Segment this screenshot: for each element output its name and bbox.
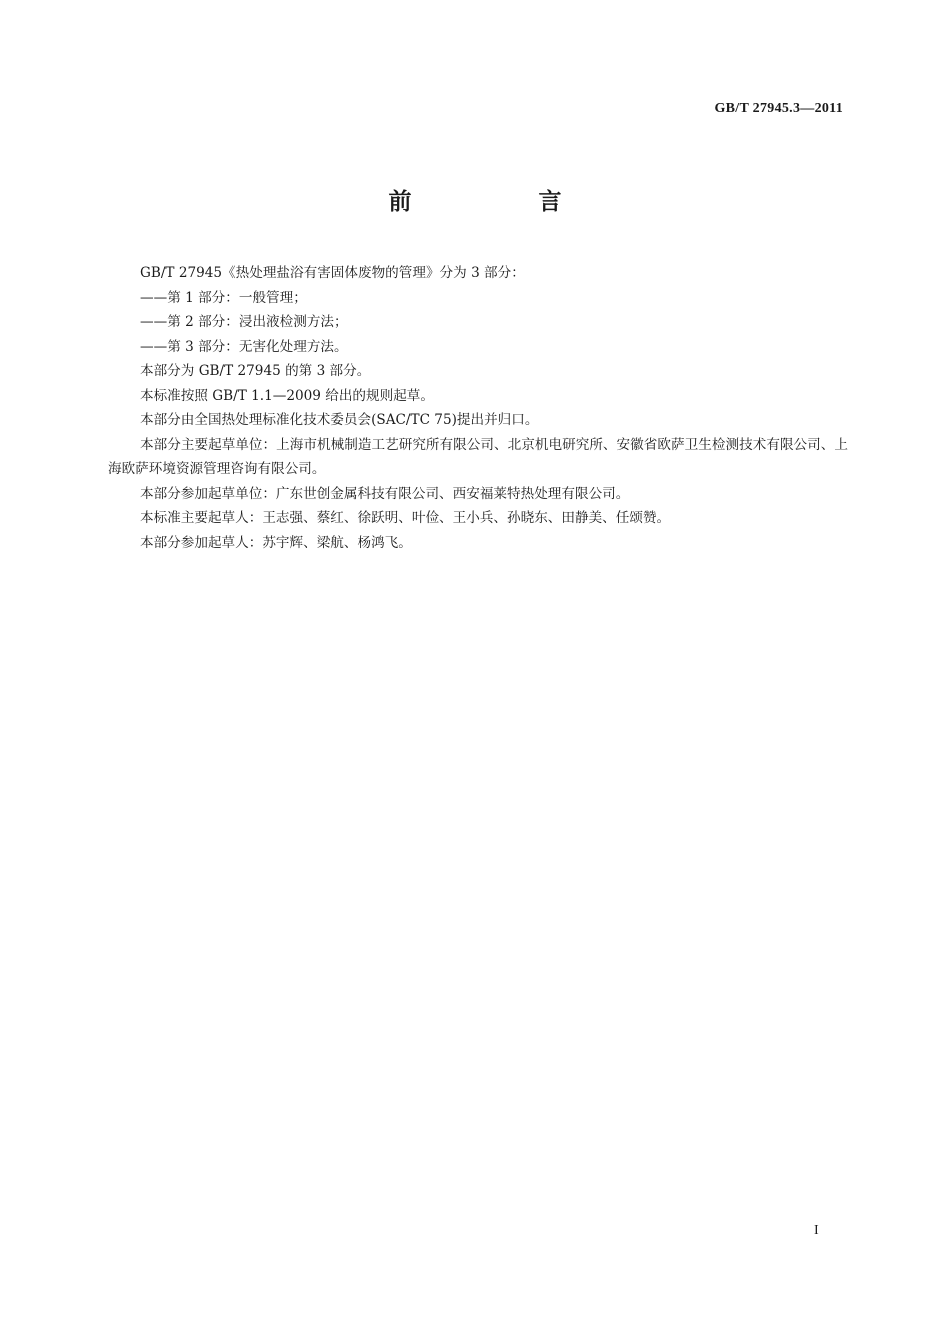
paragraph-main-drafters: 本标准主要起草人：王志强、蔡红、徐跃明、叶俭、王小兵、孙晓东、田静美、任颂赞。 — [140, 510, 671, 526]
standard-code: GB/T 27945.3—2011 — [714, 101, 843, 116]
paragraph-intro: GB/T 27945《热处理盐浴有害固体废物的管理》分为 3 部分： — [140, 265, 525, 281]
paragraph-drafting-rules: 本标准按照 GB/T 1.1—2009 给出的规则起草。 — [140, 387, 434, 404]
page-number: I — [814, 1223, 819, 1238]
list-item-part-1: ——第 1 部分：一般管理； — [140, 289, 307, 306]
list-item-part-2: ——第 2 部分：浸出液检测方法； — [140, 314, 348, 330]
paragraph-committee: 本部分由全国热处理标准化技术委员会(SAC/TC 75)提出并归口。 — [140, 412, 539, 428]
paragraph-main-drafting-units: 本部分主要起草单位：上海市机械制造工艺研究所有限公司、北京机电研究所、安徽省欧萨卫生检测技术有限公司、上海欧萨环境资源管理咨询有限公司。 — [108, 436, 848, 477]
list-item-part-3: ——第 3 部分：无害化处理方法。 — [140, 338, 348, 355]
foreword-body — [108, 261, 848, 555]
paragraph-participating-units: 本部分参加起草单位：广东世创金属科技有限公司、西安福莱特热处理有限公司。 — [140, 485, 630, 502]
page-title: 前 言 — [388, 189, 614, 215]
paragraph-participating-drafters: 本部分参加起草人：苏宇辉、梁航、杨鸿飞。 — [140, 534, 412, 551]
paragraph-part-statement: 本部分为 GB/T 27945 的第 3 部分。 — [140, 363, 371, 379]
